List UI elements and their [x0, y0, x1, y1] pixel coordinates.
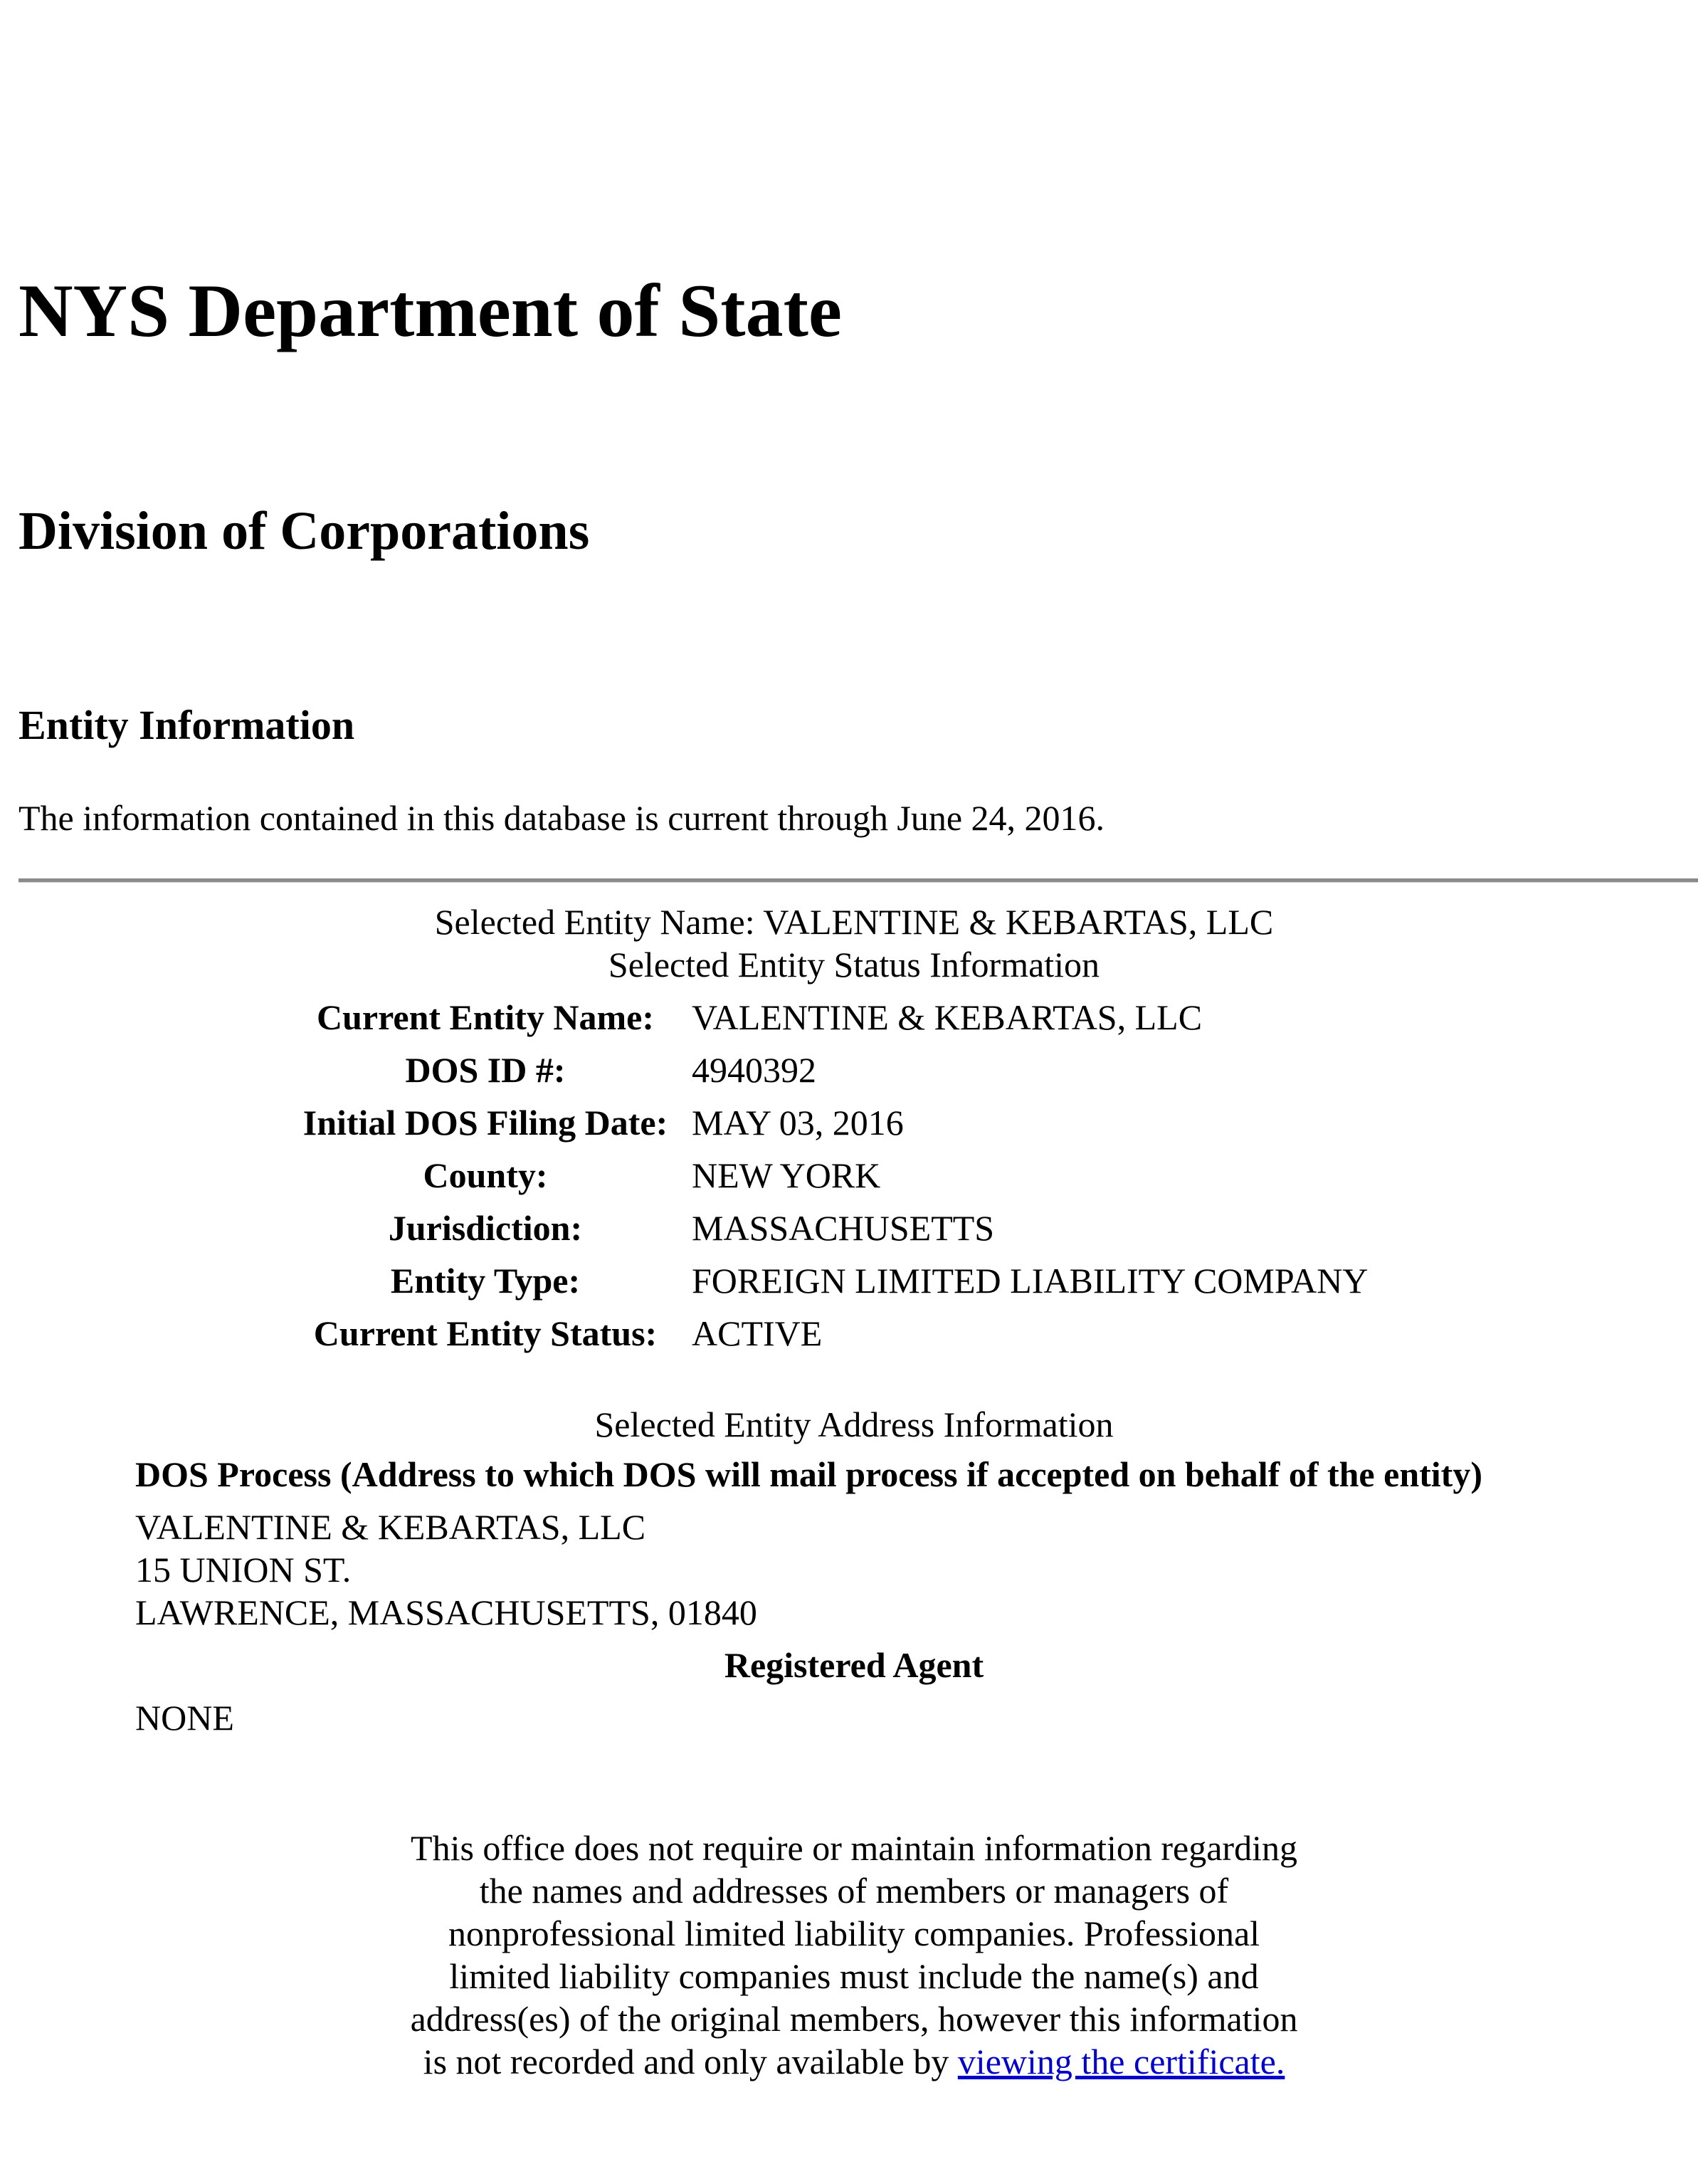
field-value-entity-status: ACTIVE: [692, 1313, 823, 1353]
field-label-entity-type: Entity Type:: [390, 1261, 581, 1301]
section-title: Entity Information: [19, 702, 355, 748]
currency-notice: The information contained in this database is current through June 24, 2016.: [19, 798, 1105, 838]
address-line: VALENTINE & KEBARTAS, LLC: [135, 1507, 646, 1547]
horizontal-divider: [19, 878, 1698, 883]
field-label-dos-id: DOS ID #:: [405, 1050, 566, 1090]
field-label-entity-status: Current Entity Status:: [313, 1313, 658, 1353]
field-value-jurisdiction: MASSACHUSETTS: [692, 1208, 995, 1248]
field-value-dos-id: 4940392: [692, 1050, 816, 1090]
view-certificate-link[interactable]: viewing the certificate.: [957, 2042, 1285, 2081]
selected-entity-name: Selected Entity Name: VALENTINE & KEBARTAS, LLC: [434, 902, 1274, 942]
field-value-entity-type: FOREIGN LIMITED LIABILITY COMPANY: [692, 1261, 1369, 1301]
registered-agent-label: Registered Agent: [724, 1645, 984, 1685]
address-line: 15 UNION ST.: [135, 1550, 352, 1590]
llc-notice: [399, 1827, 1309, 2083]
notice-text: This office does not require or maintain information regarding the names and addresses of members or managers of nonprofessional limited liability companies. Professional limited liability companies must include the name(s) and address(es) of the original members, however this information is not recorded and only available by: [410, 1828, 1298, 2081]
division-title: Division of Corporations: [19, 501, 590, 561]
field-label-entity-name: Current Entity Name:: [317, 997, 654, 1037]
address-line: LAWRENCE, MASSACHUSETTS, 01840: [135, 1592, 757, 1632]
field-label-county: County:: [423, 1155, 548, 1195]
field-value-filing-date: MAY 03, 2016: [692, 1103, 904, 1143]
field-label-jurisdiction: Jurisdiction:: [388, 1208, 583, 1248]
field-value-entity-name: VALENTINE & KEBARTAS, LLC: [692, 997, 1203, 1037]
address-heading: Selected Entity Address Information: [594, 1404, 1114, 1444]
field-value-county: NEW YORK: [692, 1155, 881, 1195]
field-label-filing-date: Initial DOS Filing Date:: [302, 1103, 668, 1143]
page-title: NYS Department of State: [19, 269, 842, 352]
status-heading: Selected Entity Status Information: [608, 945, 1100, 984]
registered-agent-value: NONE: [135, 1698, 234, 1738]
dos-process-label: DOS Process (Address to which DOS will mail process if accepted on behalf of the entity): [135, 1454, 1482, 1494]
